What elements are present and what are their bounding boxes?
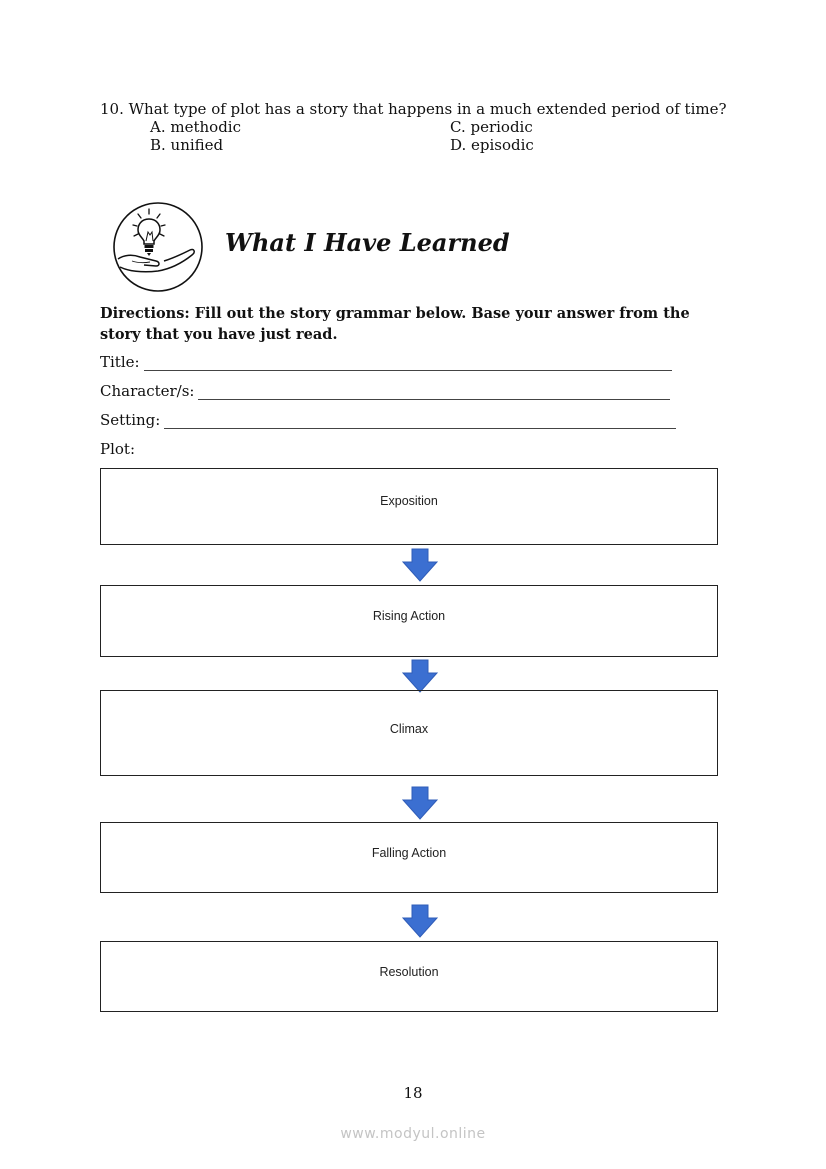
setting-blank[interactable] [164, 414, 676, 429]
option-a: A. methodic [150, 118, 241, 136]
setting-field [100, 411, 676, 429]
plot-box-resolution[interactable] [100, 941, 718, 1012]
title-field [100, 353, 672, 371]
plot-stage-label: Climax [389, 722, 429, 736]
down-arrow-icon [402, 786, 438, 820]
option-b: B. unified [150, 136, 224, 154]
directions [100, 303, 725, 345]
plot-box-climax[interactable] [100, 690, 718, 776]
character-blank[interactable] [198, 385, 670, 400]
down-arrow-icon [402, 904, 438, 938]
down-arrow-icon [402, 548, 438, 582]
plot-stage-label: Resolution [379, 965, 439, 979]
plot-box-exposition[interactable] [100, 468, 718, 545]
down-arrow-icon [402, 659, 438, 693]
character-label: Character/s: [100, 382, 195, 400]
plot-label: Plot: [100, 440, 136, 458]
option-d: D. episodic [450, 136, 534, 154]
title-label: Title: [100, 353, 140, 371]
question-stem: 10. What type of plot has a story that happens in a much extended period of time? [100, 100, 727, 118]
plot-box-rising-action[interactable] [100, 585, 718, 657]
lightbulb-hand-icon [112, 201, 204, 293]
watermark: www.modyul.online [340, 1126, 486, 1142]
option-c: C. periodic [450, 118, 533, 136]
plot-stage-label: Exposition [380, 494, 438, 508]
plot-stage-label: Falling Action [371, 846, 447, 860]
setting-label: Setting: [100, 411, 161, 429]
title-blank[interactable] [144, 356, 672, 371]
plot-box-falling-action[interactable] [100, 822, 718, 893]
section-title: What I Have Learned [225, 228, 510, 257]
page-number: 18 [403, 1084, 423, 1102]
directions-text: : Fill out the story grammar below. Base your answer from the story that you have just read. [100, 305, 690, 343]
character-field [100, 382, 670, 400]
plot-stage-label: Rising Action [372, 609, 446, 623]
directions-label: Directions [100, 305, 185, 322]
